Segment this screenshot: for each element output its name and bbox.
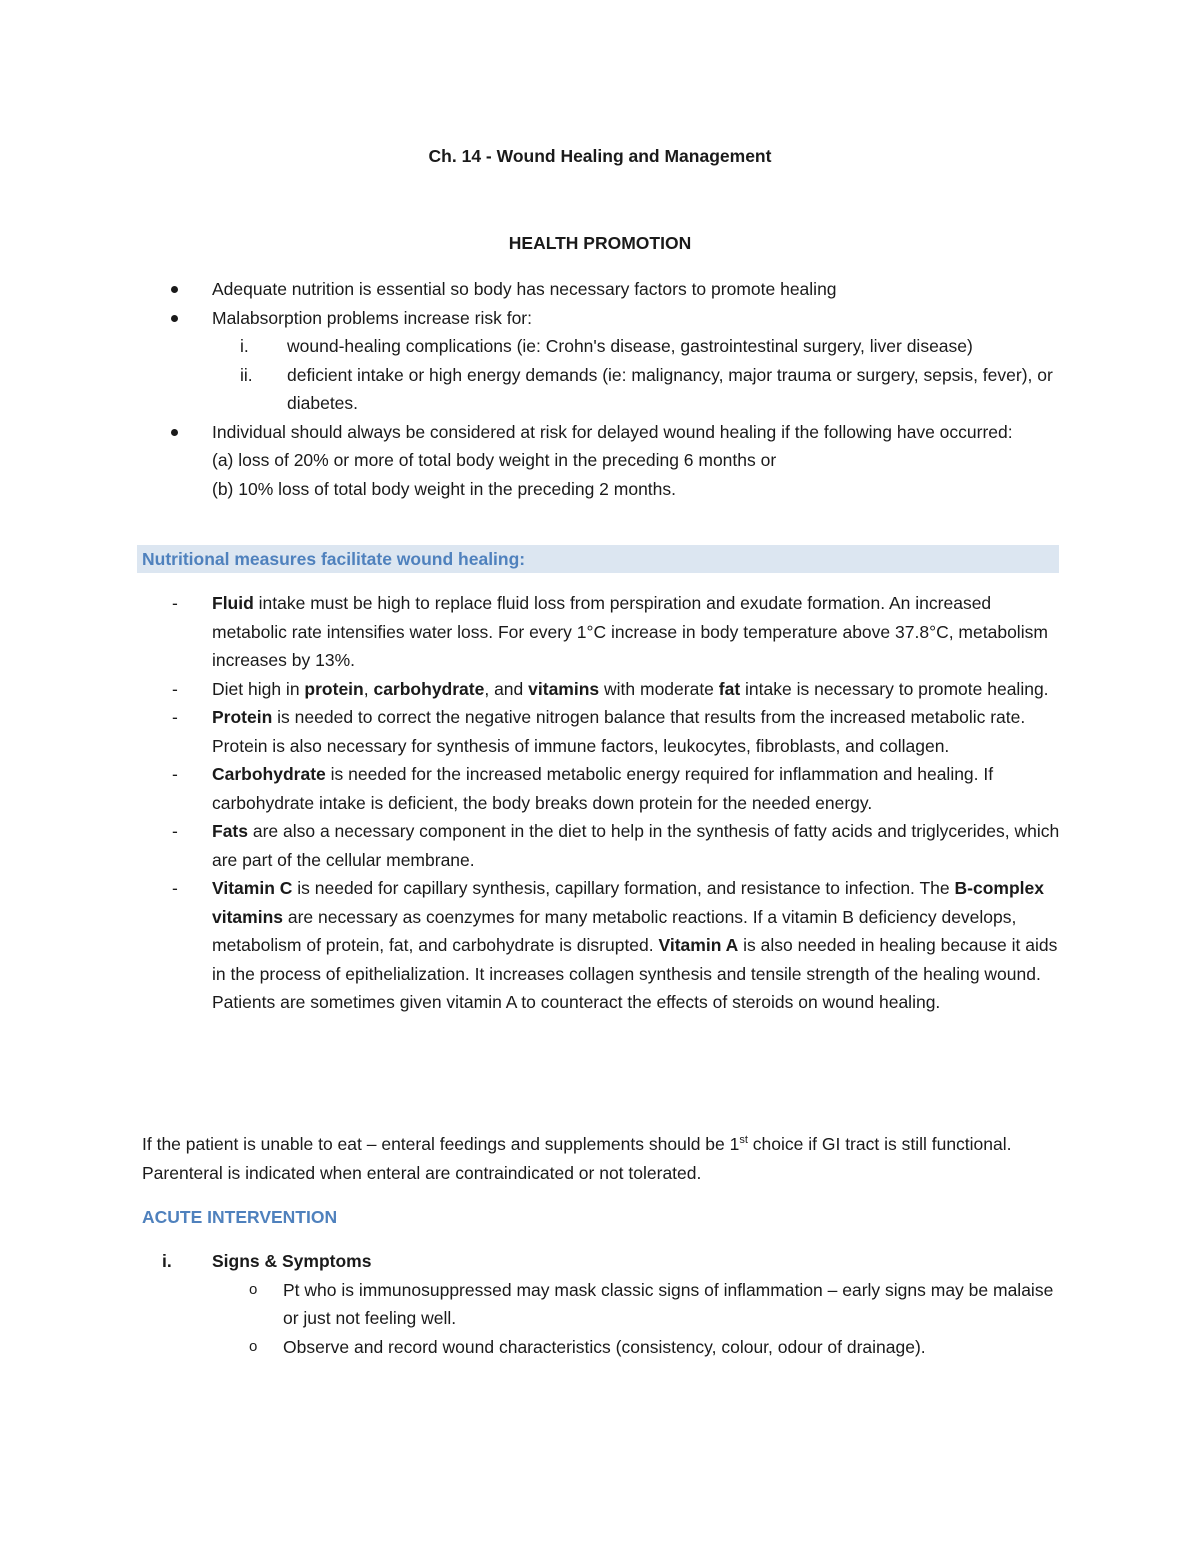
dash-marker: - bbox=[172, 707, 178, 727]
signs-symptoms-heading: i. Signs & Symptoms bbox=[0, 1247, 1200, 1276]
health-promotion-heading: HEALTH PROMOTION bbox=[508, 233, 692, 253]
health-promotion-list bbox=[0, 275, 1200, 503]
list-item-protein: - Protein is needed to correct the negative nitrogen balance that results from the increased metabolic rate. Protein is also necessary for synthesis of immune factors, leukocytes, fibroblasts, and collagen. bbox=[0, 703, 1062, 760]
circle-bullet-icon: o bbox=[249, 1280, 258, 1298]
dash-marker: - bbox=[172, 593, 178, 613]
list-item-fluid: - Fluid intake must be high to replace fluid loss from perspiration and exudate formation. An increased metabolic rate intensifies water loss. For every 1°C increase in body temperature above 37.8°C, metabolism increases by 13%. bbox=[0, 589, 1062, 675]
enteral-paragraph: If the patient is unable to eat – enteral feedings and supplements should be 1st choice if GI tract is still functional. Parenteral is indicated when enteral are contraindicated or not tolerated. bbox=[142, 1134, 1012, 1183]
dash-marker: - bbox=[172, 821, 178, 841]
bullet-icon bbox=[171, 429, 178, 436]
nutrition-heading: Nutritional measures facilitate wound healing: bbox=[142, 549, 526, 569]
roman-numeral: i. bbox=[240, 336, 249, 356]
bullet-icon bbox=[171, 315, 178, 322]
list-item: o Observe and record wound characteristics (consistency, colour, odour of drainage). bbox=[0, 1333, 1063, 1362]
signs-symptoms-section bbox=[0, 1247, 1200, 1361]
list-item: o Pt who is immunosuppressed may mask classic signs of inflammation – early signs may be malaise or just not feeling well. bbox=[0, 1276, 1063, 1333]
roman-list-item: ii. deficient intake or high energy demands (ie: malignancy, major trauma or surgery, sepsis, fever), or diabetes. bbox=[0, 361, 1077, 418]
dash-marker: - bbox=[172, 678, 178, 699]
list-item-vitamins: - Vitamin C is needed for capillary synthesis, capillary formation, and resistance to infection. The B-complex vitamins are necessary as coenzymes for many metabolic reactions. If a vitamin B deficiency develops, metabolism of protein, fat, and carbohydrate is disrupted. Vitamin A is also needed in healing because it aids in the process of epithelialization. It increases collagen synthesis and tensile strength of the healing wound. Patients are sometimes given vitamin A to counteract the effects of steroids on wound healing. bbox=[0, 874, 1062, 1017]
list-item-carbohydrate: - Carbohydrate is needed for the increased metabolic energy required for inflammation and healing. If carbohydrate intake is deficient, the body breaks down protein for the needed energy. bbox=[0, 760, 1062, 817]
acute-intervention-heading: ACUTE INTERVENTION bbox=[142, 1207, 338, 1227]
roman-numeral: ii. bbox=[240, 364, 253, 385]
list-item-diet: - Diet high in protein, carbohydrate, and vitamins with moderate fat intake is necessary to promote healing. bbox=[0, 675, 1062, 704]
list-item: Adequate nutrition is essential so body has necessary factors to promote healing bbox=[0, 275, 1072, 304]
nutrition-heading-band bbox=[137, 545, 1059, 573]
page-title: Ch. 14 - Wound Healing and Management bbox=[428, 146, 772, 166]
sub-item-a: (a) loss of 20% or more of total body weight in the preceding 6 months or bbox=[212, 450, 777, 470]
bullet-icon bbox=[171, 286, 178, 293]
roman-numeral: i. bbox=[162, 1251, 172, 1271]
sub-item-b: (b) 10% loss of total body weight in the preceding 2 months. bbox=[212, 478, 677, 499]
list-item-fats: - Fats are also a necessary component in the diet to help in the synthesis of fatty acids and triglycerides, which are part of the cellular membrane. bbox=[0, 817, 1062, 874]
list-item: Malabsorption problems increase risk for: bbox=[0, 304, 1072, 333]
list-item: Individual should always be considered at risk for delayed wound healing if the following have occurred: bbox=[0, 418, 1072, 447]
dash-marker: - bbox=[172, 764, 178, 784]
roman-list-item: i. wound-healing complications (ie: Crohn's disease, gastrointestinal surgery, liver disease) bbox=[0, 332, 1077, 361]
nutrition-list bbox=[0, 589, 1200, 1017]
circle-bullet-icon: o bbox=[249, 1337, 258, 1355]
dash-marker: - bbox=[172, 878, 178, 898]
